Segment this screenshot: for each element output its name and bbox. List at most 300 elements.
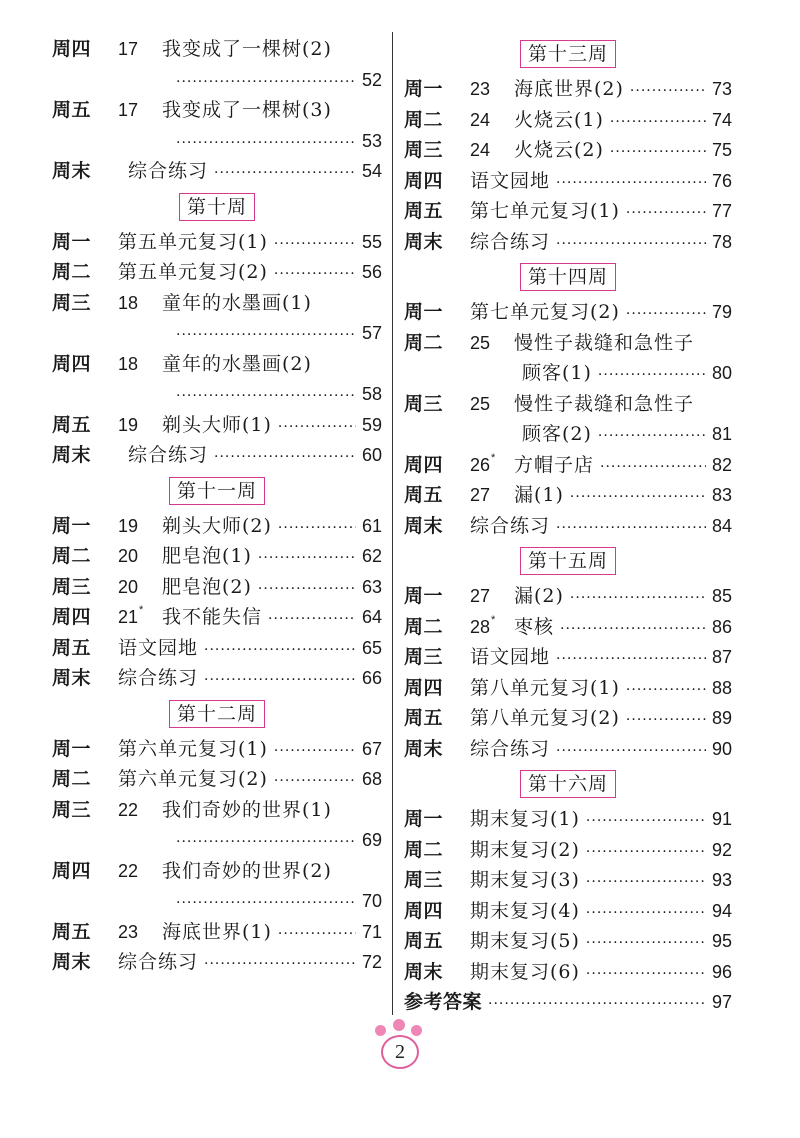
lesson-title: 漏(1) xyxy=(514,484,564,506)
lesson-title: 第七单元复习(1) xyxy=(470,200,620,222)
toc-entry[interactable] xyxy=(52,318,382,349)
page-ref: 74 xyxy=(711,109,732,130)
week-label: 第十三周 xyxy=(520,40,616,68)
lesson-number xyxy=(118,917,162,948)
lesson-number-text: 24 xyxy=(470,140,491,160)
lesson-number xyxy=(118,602,162,633)
weekday-label: 周三 xyxy=(52,291,92,314)
leader-dots xyxy=(586,928,706,959)
leader-dots xyxy=(556,644,706,675)
optional-marker: * xyxy=(491,613,496,626)
page-ref: 80 xyxy=(711,363,732,383)
toc-entry[interactable] xyxy=(52,288,382,319)
week-header xyxy=(52,187,382,227)
week-header xyxy=(404,764,732,804)
weekday-label: 周末 xyxy=(52,160,92,182)
lesson-number-text: 18 xyxy=(118,353,139,374)
toc-entry[interactable] xyxy=(404,642,732,673)
lesson-title: 语文园地 xyxy=(470,646,551,668)
lesson-number-text: 25 xyxy=(470,393,491,414)
weekday-label: 周四 xyxy=(52,606,92,628)
lesson-number xyxy=(470,450,514,481)
lesson-number-text: 23 xyxy=(470,79,491,99)
leader-dots xyxy=(176,381,356,412)
leader-dots xyxy=(626,675,706,706)
lesson-title: 第五单元复习(2) xyxy=(118,261,268,283)
toc-entry[interactable] xyxy=(52,34,382,65)
week-label: 第十六周 xyxy=(520,770,616,798)
leader-dots xyxy=(274,259,356,290)
toc-entry[interactable] xyxy=(404,835,732,866)
leader-dots xyxy=(560,614,706,645)
leader-dots xyxy=(488,989,706,1020)
lesson-title: 方帽子店 xyxy=(514,453,595,476)
page-ref: 63 xyxy=(361,576,382,597)
answers-title: 参考答案 xyxy=(404,991,483,1013)
column-divider xyxy=(392,32,393,1015)
lesson-title: 剃头大师(2) xyxy=(162,514,272,537)
lesson-title: 期末复习(6) xyxy=(470,960,580,983)
leader-dots xyxy=(586,806,706,837)
lesson-number xyxy=(470,135,514,166)
weekday-label: 周四 xyxy=(404,169,444,192)
weekday-label: 周四 xyxy=(404,676,444,699)
weekday-label: 周末 xyxy=(404,514,444,537)
lesson-title: 童年的水墨画(2) xyxy=(162,352,312,375)
leader-dots xyxy=(274,736,356,767)
lesson-number xyxy=(118,288,162,319)
leader-dots xyxy=(626,198,706,229)
lesson-title: 海底世界(1) xyxy=(162,920,272,943)
toc-entry[interactable] xyxy=(52,257,382,288)
toc-entry[interactable] xyxy=(52,65,382,96)
lesson-number-text: 19 xyxy=(118,515,139,536)
leader-dots xyxy=(204,949,356,980)
leader-dots xyxy=(176,827,356,858)
week-label: 第十周 xyxy=(179,193,255,221)
page-ref: 55 xyxy=(361,231,382,252)
page-number: 2 xyxy=(381,1035,419,1069)
lesson-number-text: 26 xyxy=(470,454,491,475)
page-ref: 70 xyxy=(361,891,382,911)
leader-dots xyxy=(598,360,706,391)
leader-dots xyxy=(586,898,706,929)
toc-entry[interactable] xyxy=(52,379,382,410)
toc-entry[interactable] xyxy=(404,673,732,704)
lesson-number-text: 27 xyxy=(470,586,491,606)
lesson-number-text: 24 xyxy=(470,109,491,130)
toc-entry[interactable] xyxy=(404,450,732,481)
weekday-label: 周四 xyxy=(404,453,444,476)
leader-dots xyxy=(274,766,356,797)
lesson-title: 第七单元复习(2) xyxy=(470,301,620,323)
toc-entry[interactable] xyxy=(52,917,382,948)
lesson-number-text: 27 xyxy=(470,485,491,505)
toc-left-column xyxy=(52,34,382,978)
weekday-label: 周五 xyxy=(404,200,444,222)
weekday-label: 周末 xyxy=(404,737,444,760)
toc-entry[interactable] xyxy=(404,703,732,734)
leader-dots xyxy=(610,137,706,168)
week-label: 第十四周 xyxy=(520,263,616,291)
lesson-number-text: 20 xyxy=(118,546,139,566)
optional-marker: * xyxy=(491,451,496,464)
page-ref: 65 xyxy=(361,637,382,658)
weekday-label: 周五 xyxy=(404,707,444,729)
weekday-label: 周四 xyxy=(52,38,92,60)
lesson-title: 第五单元复习(1) xyxy=(118,230,268,253)
toc-entry[interactable] xyxy=(52,734,382,765)
toc-entry[interactable] xyxy=(52,886,382,917)
leader-dots xyxy=(598,421,706,452)
toc-entry[interactable] xyxy=(404,105,732,136)
lesson-title: 综合练习 xyxy=(128,444,209,466)
page-ref: 92 xyxy=(711,839,732,860)
lesson-title: 慢性子裁缝和急性子 xyxy=(514,331,695,354)
page-ref: 81 xyxy=(711,424,732,444)
lesson-title: 语文园地 xyxy=(470,169,551,192)
leader-dots xyxy=(610,107,706,138)
week-header xyxy=(404,257,732,297)
weekday-label: 周三 xyxy=(52,798,92,821)
page-ref: 90 xyxy=(711,738,732,759)
lesson-title: 童年的水墨画(1) xyxy=(162,291,312,314)
leader-dots xyxy=(204,635,356,666)
toc-entry[interactable] xyxy=(404,581,732,612)
lesson-title: 第六单元复习(1) xyxy=(118,737,268,760)
lesson-number-text: 23 xyxy=(118,921,139,942)
lesson-number-text: 22 xyxy=(118,860,139,881)
weekday-label: 周二 xyxy=(404,108,444,131)
lesson-title: 慢性子裁缝和急性子 xyxy=(514,392,695,415)
toc-entry[interactable] xyxy=(404,419,732,450)
page-ref: 89 xyxy=(711,708,732,728)
toc-entry[interactable] xyxy=(52,95,382,126)
toc-right-column xyxy=(404,34,732,1018)
weekday-label: 周三 xyxy=(404,139,444,161)
toc-entry[interactable] xyxy=(52,440,382,471)
page-ref: 76 xyxy=(711,170,732,191)
page-ref: 68 xyxy=(361,769,382,789)
paw-icon xyxy=(411,1025,422,1036)
leader-dots xyxy=(600,452,706,483)
weekday-label: 周末 xyxy=(404,230,444,253)
lesson-number xyxy=(118,795,162,826)
lesson-number-text: 22 xyxy=(118,799,139,820)
weekday-label: 周三 xyxy=(404,392,444,415)
lesson-title: 第六单元复习(2) xyxy=(118,768,268,790)
page-ref: 69 xyxy=(361,830,382,850)
page-ref: 72 xyxy=(361,952,382,972)
lesson-title: 第八单元复习(1) xyxy=(470,676,620,699)
lesson-number xyxy=(118,856,162,887)
weekday-label: 周五 xyxy=(52,920,92,943)
lesson-number xyxy=(118,349,162,380)
leader-dots xyxy=(626,299,706,330)
toc-entry[interactable] xyxy=(52,633,382,664)
week-header xyxy=(404,34,732,74)
leader-dots xyxy=(586,959,706,990)
toc-entry[interactable] xyxy=(52,795,382,826)
page-ref: 77 xyxy=(711,201,732,221)
page-ref: 97 xyxy=(711,992,732,1012)
week-label: 第十一周 xyxy=(169,477,265,505)
lesson-title: 综合练习 xyxy=(470,514,551,537)
lesson-title: 我变成了一棵树(2) xyxy=(162,38,332,60)
weekday-label: 周末 xyxy=(52,951,92,973)
lesson-title: 海底世界(2) xyxy=(514,78,624,100)
page-ref: 54 xyxy=(361,161,382,181)
leader-dots xyxy=(556,736,706,767)
page-ref: 61 xyxy=(361,515,382,536)
lesson-title: 综合练习 xyxy=(470,737,551,760)
toc-entry[interactable] xyxy=(404,166,732,197)
leader-dots xyxy=(278,919,356,950)
lesson-title: 我变成了一棵树(3) xyxy=(162,99,332,121)
lesson-number-text: 17 xyxy=(118,39,139,59)
lesson-title: 顾客(1) xyxy=(522,362,592,384)
toc-entry[interactable] xyxy=(404,957,732,988)
page-ref: 93 xyxy=(711,870,732,890)
toc-entry[interactable] xyxy=(404,389,732,420)
lesson-number-text: 28 xyxy=(470,616,491,637)
page-ref: 53 xyxy=(361,130,382,151)
page-ref: 75 xyxy=(711,140,732,160)
leader-dots xyxy=(274,229,356,260)
weekday-label: 周一 xyxy=(52,514,92,537)
weekday-label: 周五 xyxy=(52,99,92,121)
leader-dots xyxy=(176,888,356,919)
lesson-title: 顾客(2) xyxy=(522,423,592,445)
weekday-label: 周五 xyxy=(52,636,92,659)
week-header xyxy=(52,471,382,511)
leader-dots xyxy=(258,543,356,574)
lesson-title: 我们奇妙的世界(1) xyxy=(162,798,332,821)
lesson-number xyxy=(118,34,162,65)
lesson-title: 综合练习 xyxy=(470,230,551,253)
week-header xyxy=(404,541,732,581)
weekday-label: 周五 xyxy=(52,413,92,436)
paw-icon xyxy=(375,1025,386,1036)
leader-dots xyxy=(570,482,706,513)
lesson-number xyxy=(470,74,514,105)
leader-dots xyxy=(258,574,356,605)
toc-entry[interactable] xyxy=(404,612,732,643)
paw-icon xyxy=(393,1019,405,1031)
lesson-title: 期末复习(2) xyxy=(470,838,580,861)
weekday-label: 周四 xyxy=(52,352,92,375)
lesson-title: 肥皂泡(2) xyxy=(162,575,252,598)
page-ref: 58 xyxy=(361,384,382,404)
lesson-title: 剃头大师(1) xyxy=(162,413,272,436)
toc-entry[interactable] xyxy=(52,156,382,187)
page-ref: 52 xyxy=(361,69,382,90)
lesson-number xyxy=(470,480,514,511)
weekday-label: 周末 xyxy=(52,444,92,466)
leader-dots xyxy=(556,168,706,199)
toc-entry[interactable] xyxy=(404,135,732,166)
weekday-label: 周二 xyxy=(404,615,444,638)
lesson-number-text: 25 xyxy=(470,332,491,353)
toc-entry[interactable] xyxy=(404,297,732,328)
toc-entry[interactable] xyxy=(404,734,732,765)
leader-dots xyxy=(630,76,706,107)
lesson-title: 期末复习(1) xyxy=(470,808,580,830)
lesson-number xyxy=(470,389,514,420)
weekday-label: 周一 xyxy=(52,230,92,253)
lesson-title: 第八单元复习(2) xyxy=(470,707,620,729)
leader-dots xyxy=(278,513,356,544)
toc-entry[interactable] xyxy=(404,926,732,957)
weekday-label: 周四 xyxy=(404,899,444,922)
leader-dots xyxy=(176,67,356,98)
toc-entry[interactable] xyxy=(52,227,382,258)
lesson-title: 语文园地 xyxy=(118,636,199,659)
page-ref: 82 xyxy=(711,454,732,475)
leader-dots xyxy=(176,128,356,159)
lesson-title: 火烧云(1) xyxy=(514,108,604,131)
weekday-label: 周末 xyxy=(52,667,92,689)
toc-entry[interactable] xyxy=(52,541,382,572)
page-ref: 95 xyxy=(711,931,732,951)
weekday-label: 周三 xyxy=(404,869,444,891)
leader-dots xyxy=(570,583,706,614)
page-ref: 59 xyxy=(361,414,382,435)
weekday-label: 周二 xyxy=(52,768,92,790)
toc-entry[interactable] xyxy=(404,196,732,227)
page-ref: 79 xyxy=(711,302,732,322)
page-ref: 67 xyxy=(361,738,382,759)
toc-entry[interactable] xyxy=(52,126,382,157)
page-ref: 56 xyxy=(361,262,382,282)
weekday-label: 周一 xyxy=(404,808,444,830)
leader-dots xyxy=(278,412,356,443)
toc-entry[interactable] xyxy=(404,227,732,258)
page-ref: 66 xyxy=(361,668,382,688)
toc-entry[interactable] xyxy=(52,663,382,694)
weekday-label: 周三 xyxy=(404,646,444,668)
page-ref: 83 xyxy=(711,485,732,505)
leader-dots xyxy=(556,513,706,544)
weekday-label: 周一 xyxy=(404,301,444,323)
lesson-title: 火烧云(2) xyxy=(514,139,604,161)
toc-entry[interactable] xyxy=(52,410,382,441)
toc-entry[interactable] xyxy=(52,825,382,856)
page-number-badge xyxy=(367,1017,433,1067)
lesson-number xyxy=(470,612,514,643)
week-label: 第十二周 xyxy=(169,700,265,728)
toc-entry[interactable] xyxy=(52,764,382,795)
toc-entry[interactable] xyxy=(52,947,382,978)
leader-dots xyxy=(204,665,356,696)
toc-entry[interactable] xyxy=(52,349,382,380)
weekday-label: 周末 xyxy=(404,960,444,983)
page-ref: 62 xyxy=(361,546,382,566)
toc-entry[interactable] xyxy=(404,804,732,835)
lesson-title: 期末复习(5) xyxy=(470,930,580,952)
page-ref: 88 xyxy=(711,677,732,698)
toc-entry[interactable] xyxy=(52,511,382,542)
lesson-number xyxy=(470,105,514,136)
lesson-number xyxy=(470,328,514,359)
page-ref: 85 xyxy=(711,586,732,606)
toc-entry[interactable] xyxy=(404,987,732,1018)
leader-dots xyxy=(586,867,706,898)
weekday-label: 周二 xyxy=(404,331,444,354)
toc-entry[interactable] xyxy=(52,572,382,603)
weekday-label: 周一 xyxy=(404,78,444,100)
lesson-number xyxy=(118,410,162,441)
lesson-number xyxy=(118,541,162,572)
lesson-number-text: 17 xyxy=(118,100,139,120)
leader-dots xyxy=(214,442,356,473)
leader-dots xyxy=(626,705,706,736)
weekday-label: 周二 xyxy=(404,838,444,861)
lesson-number xyxy=(118,95,162,126)
lesson-title: 漏(2) xyxy=(514,585,564,607)
weekday-label: 周一 xyxy=(52,737,92,760)
lesson-title: 综合练习 xyxy=(118,667,199,689)
weekday-label: 周二 xyxy=(52,261,92,283)
toc-entry[interactable] xyxy=(404,480,732,511)
lesson-title: 综合练习 xyxy=(118,951,199,973)
toc-entry[interactable] xyxy=(404,865,732,896)
leader-dots xyxy=(214,158,356,189)
toc-entry[interactable] xyxy=(52,602,382,633)
weekday-label: 周二 xyxy=(52,545,92,567)
page-ref: 91 xyxy=(711,809,732,829)
lesson-title: 肥皂泡(1) xyxy=(162,545,252,567)
lesson-number-text: 20 xyxy=(118,576,139,597)
weekday-label: 周五 xyxy=(404,484,444,506)
toc-entry[interactable] xyxy=(404,74,732,105)
weekday-label: 周四 xyxy=(52,859,92,882)
lesson-title: 枣核 xyxy=(514,615,555,638)
lesson-title: 综合练习 xyxy=(128,160,209,182)
weekday-label: 周五 xyxy=(404,930,444,952)
toc-entry[interactable] xyxy=(52,856,382,887)
leader-dots xyxy=(556,229,706,260)
page-ref: 94 xyxy=(711,900,732,921)
page-ref: 78 xyxy=(711,231,732,252)
optional-marker: * xyxy=(139,604,144,616)
weekday-label: 周一 xyxy=(404,585,444,607)
page-ref: 84 xyxy=(711,515,732,536)
lesson-number xyxy=(118,511,162,542)
weekday-label: 周三 xyxy=(52,575,92,598)
toc-entry[interactable] xyxy=(404,358,732,389)
page-ref: 64 xyxy=(361,607,382,627)
page-ref: 87 xyxy=(711,647,732,667)
page-ref: 60 xyxy=(361,445,382,465)
week-header xyxy=(52,694,382,734)
lesson-title: 我不能失信 xyxy=(162,606,263,628)
toc-entry[interactable] xyxy=(404,896,732,927)
toc-entry[interactable] xyxy=(404,328,732,359)
leader-dots xyxy=(586,837,706,868)
lesson-number-text: 18 xyxy=(118,292,139,313)
lesson-number-text: 21 xyxy=(118,607,139,627)
page-ref: 71 xyxy=(361,921,382,942)
week-label: 第十五周 xyxy=(520,547,616,575)
page-ref: 73 xyxy=(711,79,732,99)
lesson-title: 期末复习(4) xyxy=(470,899,580,922)
leader-dots xyxy=(268,604,356,635)
leader-dots xyxy=(176,320,356,351)
lesson-number-text: 19 xyxy=(118,414,139,435)
lesson-title: 我们奇妙的世界(2) xyxy=(162,859,332,882)
toc-entry[interactable] xyxy=(404,511,732,542)
